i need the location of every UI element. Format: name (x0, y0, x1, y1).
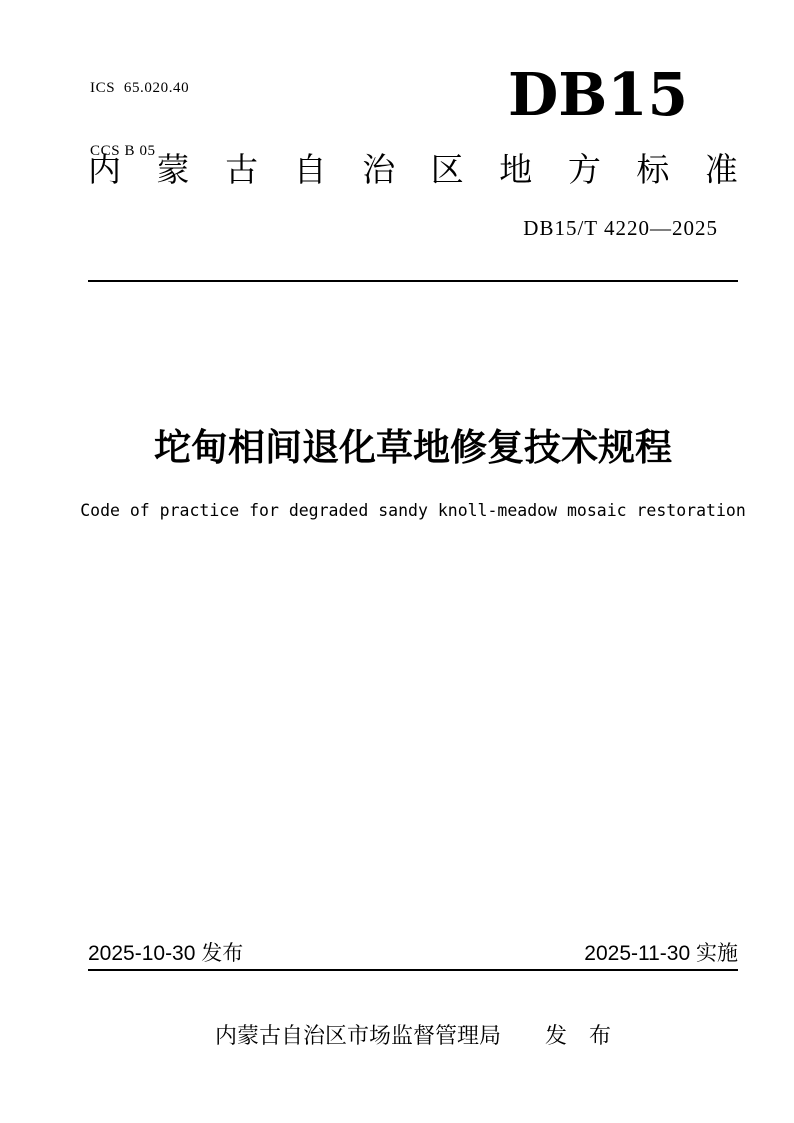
publisher-line: 内蒙古自治区市场监督管理局 发 布 (214, 1023, 611, 1048)
ccs-code: CCS B 05 (90, 143, 156, 159)
document-title-zh: 坨甸相间退化草地修复技术规程 (154, 427, 672, 468)
implement-date: 2025-11-30 实施 (584, 942, 738, 965)
db15-logo: DB15 (507, 59, 688, 130)
standard-number: DB15/T 4220—2025 (523, 216, 718, 240)
footer-divider (88, 969, 738, 971)
dates-row (88, 941, 738, 967)
ics-code: ICS 65.020.40 (90, 80, 190, 96)
header-divider (88, 280, 738, 282)
standard-type-heading: 内 蒙 古 自 治 区 地 方 标 准 (88, 151, 738, 188)
document-title-en: Code of practice for degraded sandy knoll-meadow mosaic restoration (80, 501, 746, 520)
issue-date: 2025-10-30 发布 (88, 942, 244, 965)
